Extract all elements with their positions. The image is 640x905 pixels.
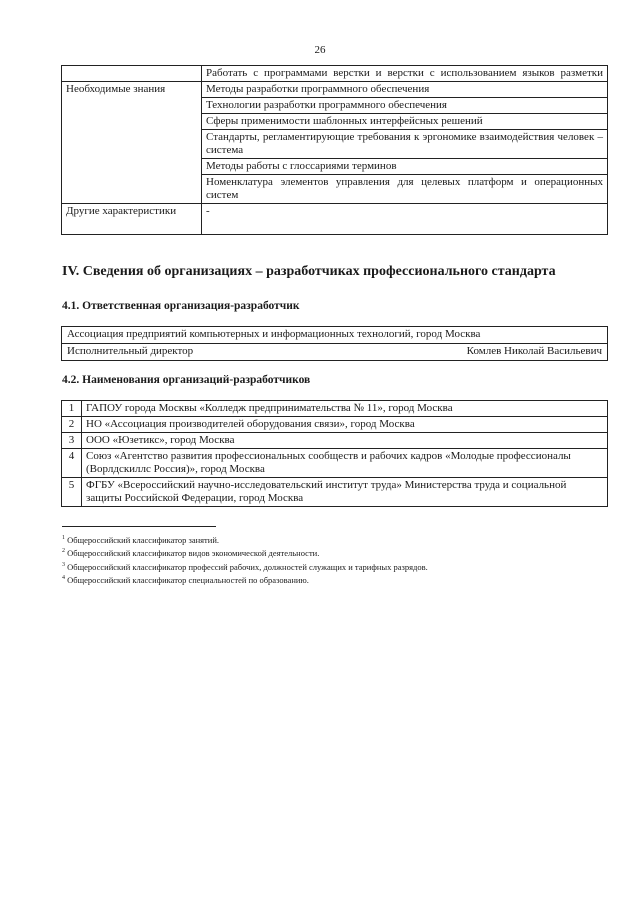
other-value: - — [202, 204, 608, 235]
org-name: ФГБУ «Всероссийский научно-исследовательский институт труда» Министерства труда и социальной защиты Российской Федерации, город Москва — [82, 478, 608, 507]
row-number: 3 — [62, 433, 82, 449]
footnote-text: Общероссийский классификатор профессий рабочих, должностей служащих и тарифных разрядов. — [67, 561, 428, 572]
table-row — [62, 344, 608, 361]
knowledge-item: Сферы применимости шаблонных интерфейсных решений — [202, 114, 608, 130]
table-row — [62, 204, 608, 235]
footnote — [62, 546, 428, 559]
developers-title: 4.2. Наименования организаций-разработчиков — [62, 374, 311, 386]
row-number: 4 — [62, 449, 82, 478]
table-row — [62, 449, 608, 478]
footnote — [62, 573, 428, 586]
table-row — [62, 82, 608, 98]
empty-label-cell — [62, 66, 202, 82]
table-row — [62, 327, 608, 344]
footnote — [62, 533, 428, 546]
responsible-title: 4.1. Ответственная организация-разработчик — [62, 300, 300, 312]
director-name: Комлев Николай Васильевич — [326, 344, 608, 361]
skill-cell: Работать с программами верстки и верстки с использованием языков разметки — [202, 66, 608, 82]
org-name: ООО «Юзетикс», город Москва — [82, 433, 608, 449]
footnote-text: Общероссийский классификатор специальностей по образованию. — [67, 574, 309, 585]
table-row — [62, 417, 608, 433]
footnote-divider — [62, 526, 216, 527]
page-number: 26 — [314, 44, 326, 56]
knowledge-item: Стандарты, регламентирующие требования к эргономике взаимодействия человек – система — [202, 130, 608, 159]
knowledge-item: Номенклатура элементов управления для целевых платформ и операционных систем — [202, 175, 608, 204]
knowledge-label: Необходимые знания — [62, 82, 202, 204]
org-name: ГАПОУ города Москвы «Колледж предпринимательства № 11», город Москва — [82, 401, 608, 417]
table-row — [62, 401, 608, 417]
table-row — [62, 433, 608, 449]
org-name: НО «Ассоциация производителей оборудования связи», город Москва — [82, 417, 608, 433]
org-name: Ассоциация предприятий компьютерных и информационных технологий, город Москва — [62, 327, 608, 344]
row-number: 2 — [62, 417, 82, 433]
knowledge-item: Технологии разработки программного обеспечения — [202, 98, 608, 114]
footnote — [62, 560, 428, 573]
knowledge-item: Методы разработки программного обеспечения — [202, 82, 608, 98]
footnote-mark: 1 — [62, 535, 65, 541]
footnote-text: Общероссийский классификатор видов экономической деятельности. — [67, 548, 320, 559]
org-name: Союз «Агентство развития профессиональных сообществ и рабочих кадров «Молодые профессионалы (Ворлдскиллс Россия)», город Москва — [82, 449, 608, 478]
developers-table — [61, 400, 608, 507]
row-number: 5 — [62, 478, 82, 507]
footnote-mark: 2 — [62, 548, 65, 555]
knowledge-item: Методы работы с глоссариями терминов — [202, 159, 608, 175]
row-number: 1 — [62, 401, 82, 417]
table-row — [62, 66, 608, 82]
footnote-mark: 4 — [62, 574, 65, 581]
responsible-table — [61, 326, 608, 361]
footnote-mark: 3 — [62, 561, 65, 568]
director-position: Исполнительный директор — [62, 344, 326, 361]
section-title: IV. Сведения об организациях – разработчиках профессионального стандарта — [62, 264, 556, 279]
other-label: Другие характеристики — [62, 204, 202, 235]
footnote-text: Общероссийский классификатор занятий. — [67, 534, 219, 545]
footnotes — [62, 533, 428, 586]
knowledge-table — [61, 65, 608, 235]
table-row — [62, 478, 608, 507]
